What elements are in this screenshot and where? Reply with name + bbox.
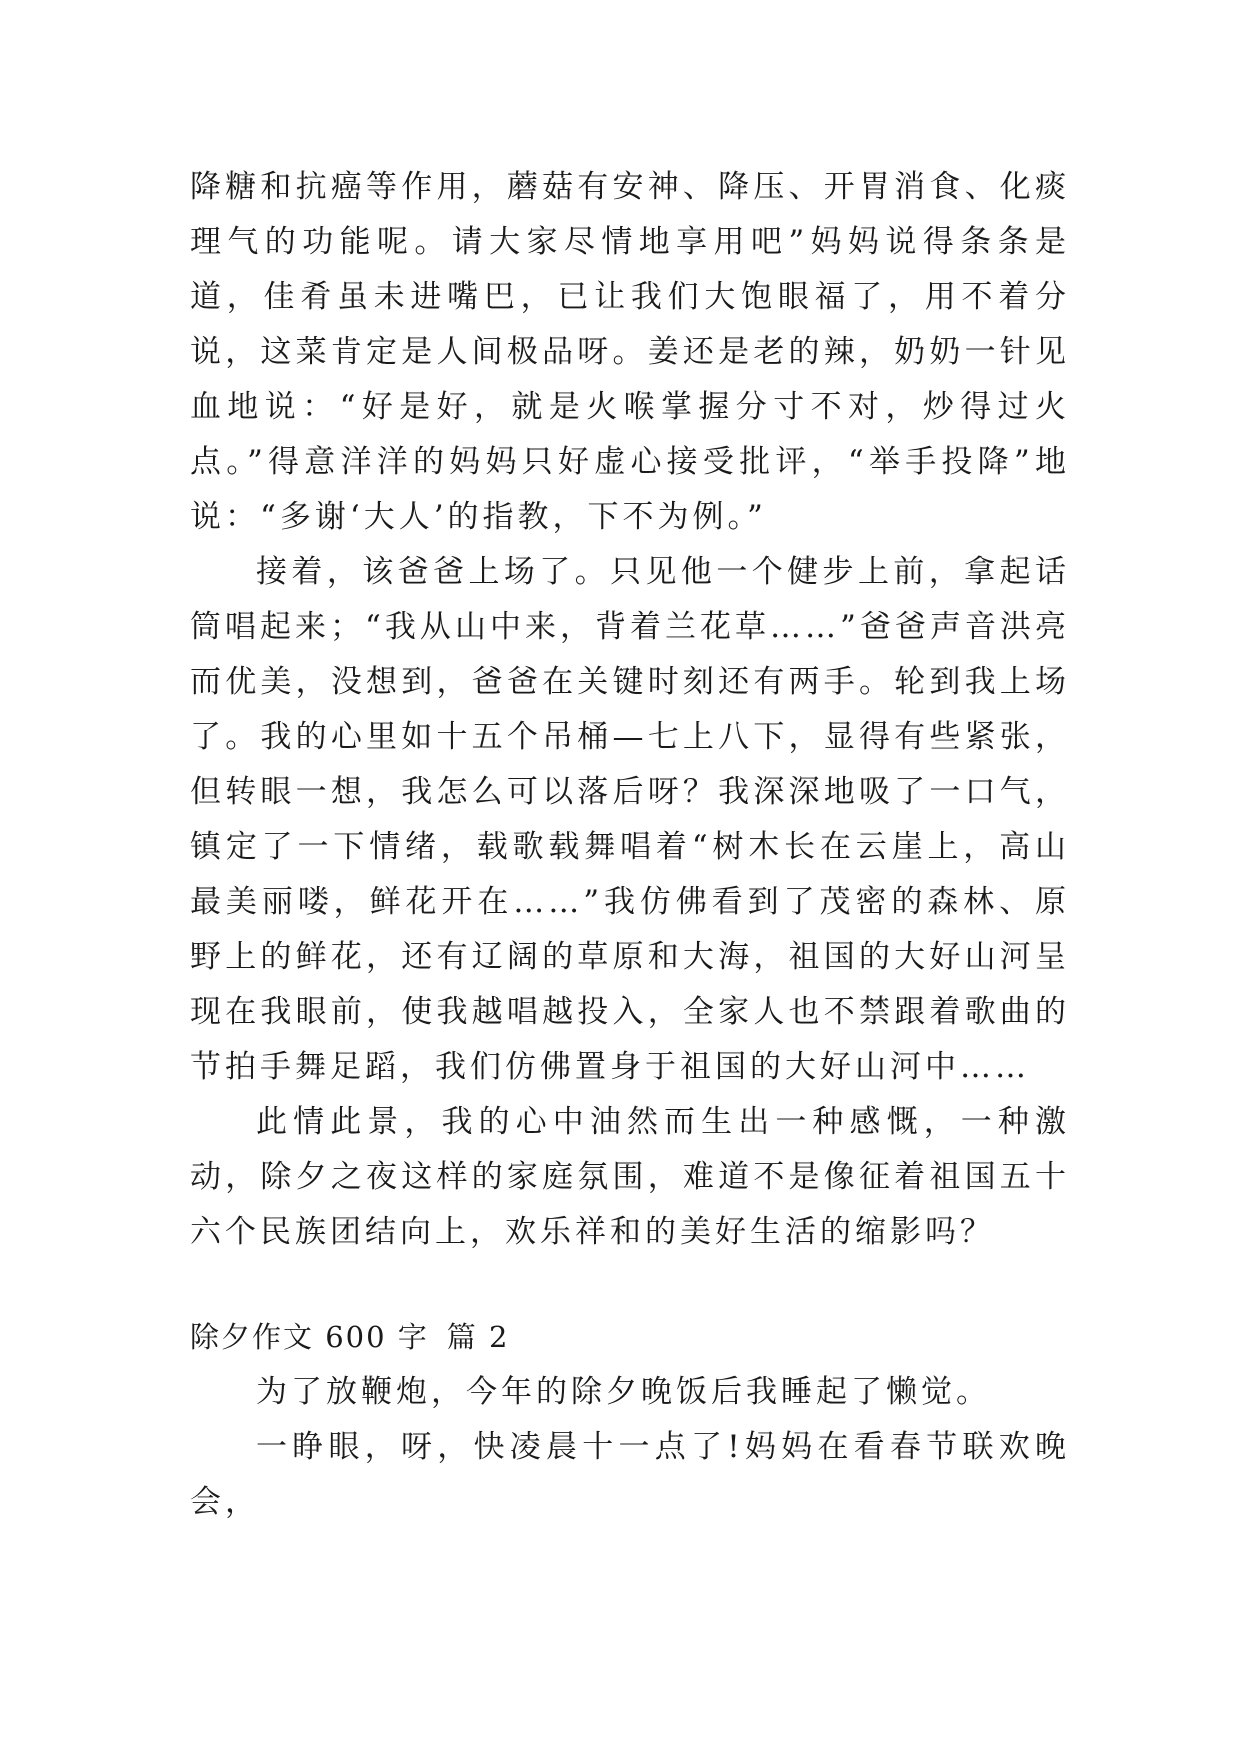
body-paragraph: 为了放鞭炮，今年的除夕晚饭后我睡起了懒觉。: [256, 1374, 991, 1410]
body-paragraph: 降糖和抗癌等作用，蘑菇有安神、降压、开胃消食、化痰理气的功能呢。请大家尽情地享用吧”妈妈说得条条是道，佳肴虽未进嘴巴，已让我们大饱眼福了，用不着分说，这菜肯定是人间极品呀。姜还是老的辣，奶奶一针见血地说：“好是好，就是火喉掌握分寸不对，炒得过火点。”得意洋洋的妈妈只好虚心接受批评，“举手投降”地说：“多谢‘大人’的指教，下不为例。”: [190, 169, 1070, 535]
body-paragraph: 此情此景，我的心中油然而生出一种感慨，一种激动，除夕之夜这样的家庭氛围，难道不是像征着祖国五十六个民族团结向上，欢乐祥和的美好生活的缩影吗？: [190, 1104, 1070, 1250]
section-title-main: 除夕作文 600 字: [190, 1320, 429, 1354]
body-paragraph: 一睁眼，呀，快凌晨十一点了!妈妈在看春节联欢晚会，: [190, 1429, 1070, 1520]
body-paragraph: 接着，该爸爸上场了。只见他一个健步上前，拿起话筒唱起来；“我从山中来，背着兰花草……”爸爸声音洪亮而优美，没想到，爸爸在关键时刻还有两手。轮到我上场了。我的心里如十五个吊桶—七上八下，显得有些紧张，但转眼一想，我怎么可以落后呀？我深深地吸了一口气，镇定了一下情绪，载歌载舞唱着“树木长在云崖上，高山最美丽喽，鲜花开在……”我仿佛看到了茂密的森林、原野上的鲜花，还有辽阔的草原和大海，祖国的大好山河呈现在我眼前，使我越唱越投入，全家人也不禁跟着歌曲的节拍手舞足蹈，我们仿佛置身于祖国的大好山河中……: [190, 554, 1070, 1085]
section-title-part: 篇 2: [446, 1320, 510, 1354]
document-body: [190, 160, 1070, 1530]
section-spacer: [190, 1260, 1070, 1310]
section-title: [190, 1310, 1070, 1365]
